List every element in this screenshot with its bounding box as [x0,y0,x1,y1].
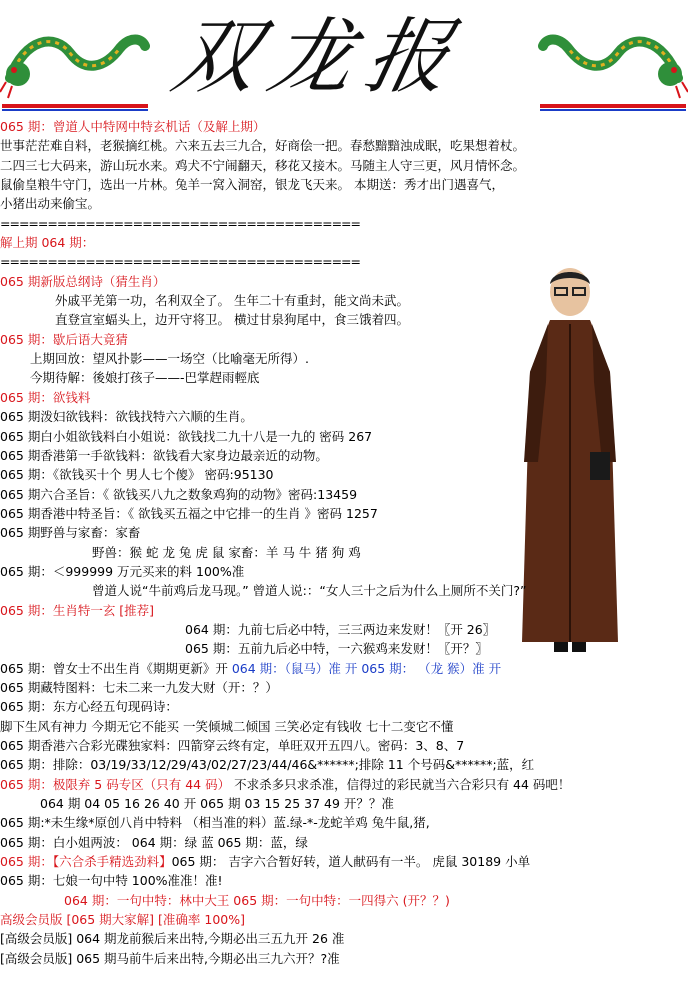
text-line [0,252,688,271]
text-line [0,136,688,155]
article-body [0,117,688,968]
text-line [0,523,688,542]
text-line [0,310,688,329]
text-line [0,465,688,484]
line-text: [高级会员版] 064 期龙前猴后来出特,今期必出三五九开 26 准 [0,931,345,947]
line-text: 065 期野兽与家畜：家畜 [0,525,141,541]
text-line [0,446,688,465]
line-text: 065 期藏特图料：七未二来一九发大财（开：？） [0,679,278,695]
text-line [0,427,688,446]
line-text: 064 期：一句中特：林中大王 065 期：一句中特：一四得六 (开？？) [64,892,450,908]
text-line [0,407,688,426]
line-text: ====================================== [0,254,360,270]
line-text: 今期待解：後娘打孩子——-巴掌趕雨輕底 [30,370,260,386]
line-text: 脚下生风有神力 今期无它不能买 一笑倾城二倾国 三笑必定有钱收 七十二变它不懂 [0,718,454,734]
text-line [0,368,688,387]
blue-highlight-text: 064 期：（鼠马）准 开 065 期： （龙 猴）准 开 [231,660,502,676]
line-text: 解上期 064 期： [0,235,95,251]
text-line [0,697,688,716]
line-text: 065 期：五前九后必中特，一六猴鸡来发财！〖开？〗 [185,641,488,657]
line-text: 065 期：＜999999 万元买来的料 100%准 [0,563,245,579]
text-line [0,620,688,639]
text-line [0,214,688,233]
text-line [0,581,688,600]
text-line [0,659,688,678]
line-text: 世事茫茫难自料，老猴摘红桃。六来五去三九合，好商侩一把。春愁黯黯浊成眠，吃果想着杖。 [0,138,526,154]
line-text: 上期回放：望风扑影——一场空（比喻毫无所得）. [30,351,309,367]
text-line [0,156,688,175]
text-line [0,562,688,581]
text-line [0,833,688,852]
line-text: 065 期：东方心经五句现码诗： [0,699,178,715]
line-text: 外戚平羌第一功，名利双全了。 生年二十有重封，能文尚未武。 [55,293,409,309]
line-text: 065 期：白小姐两波： 064 期：绿 蓝 065 期：蓝，绿 [0,834,308,850]
text-line [0,813,688,832]
text-line [0,388,688,407]
line-text: 065 期：七娘一句中特 100%准准！准! [0,873,223,889]
line-text: 065 期：欲钱料 [0,389,91,405]
text-line [0,175,688,194]
text-line [0,717,688,736]
masthead-title: 双龙报 [164,10,474,105]
text-line [0,504,688,523]
text-line [0,485,688,504]
text-line [0,852,688,871]
text-line [0,272,688,291]
line-text: 065 期泼妇欲钱料：欲钱找特六六顺的生肖。 [0,409,253,425]
text-line [0,117,688,136]
text-line [0,891,688,910]
text-line [0,736,688,755]
text-line [0,755,688,774]
line-text: 065 期： 吉字六合暂好转，道人献码有一半。 虎鼠 30189 小单 [171,854,531,870]
line-text: 065 期：排除：03/19/33/12/29/43/02/27/23/44/46&******;排除 11 个号码&******;蓝，红 [0,757,535,773]
highlight-text: 065 期：【六合杀手精选劲料】 [0,854,172,870]
line-text: 065 期：生肖特一玄 [推荐] [0,602,155,618]
line-text: 065 期六合圣旨：《 欲钱买八九之数象鸡狗的动物》密码:13459 [0,486,358,502]
text-line [0,349,688,368]
line-text: [高级会员版] 065 期马前牛后来出特,今期必出三九六开？?准 [0,950,340,966]
line-text: 065 期香港第一手欲钱料：欲钱看大家身边最亲近的动物。 [0,447,328,463]
line-text: 野兽：猴 蛇 龙 兔 虎 鼠 家畜：羊 马 牛 猪 狗 鸡 [92,544,361,560]
line-text: 065 期白小姐欲钱料白小姐说：欲钱找二九十八是一九的 密码 267 [0,428,373,444]
line-text: 065 期：曾道人中特网中特玄机话（及解上期） [0,119,266,134]
line-text: 065 期：《欲钱买十个 男人七个傻》 密码:95130 [0,467,274,483]
text-line [0,678,688,697]
text-line [0,194,688,213]
text-line [0,794,688,813]
dragon-left-icon [0,8,150,113]
text-line [0,775,688,794]
dragon-right-icon [538,8,688,113]
text-line [0,929,688,948]
text-line [0,639,688,658]
line-text: 065 期：曾女士不出生肖《期期更新》开 [0,660,232,676]
line-text: 064 期：九前七后必中特，三三两边来发财！〖开 26〗 [185,621,496,637]
line-text: 064 期 04 05 16 26 40 开 065 期 03 15 25 37 49 开？？准 [40,796,394,812]
text-line [0,601,688,620]
line-text: 直登宣室蝠头上，边开守将卫。 横过甘泉狗尾中，食三饿着四。 [55,312,409,328]
text-line [0,233,688,252]
line-text: 鼠偷皇粮牛守门，选出一片林。兔羊一窝入洞窑，银龙飞天来。 本期送：秀才出门遇喜气， [0,177,504,193]
line-text: 065 期:*未生缘*原创八肖中特料 （相当准的料）蓝.绿-*-龙蛇羊鸡 兔牛鼠,猪, [0,815,430,831]
line-text: 小猪出动来偷宝。 [0,196,101,212]
line-text: 高级会员版 [065 期大家解] [准确率 100%] [0,912,245,928]
line-text: 065 期香港六合彩光碟独家料：四箭穿云终有定，单旺双开五四八。密码：3、8、7 [0,738,465,753]
line-text: 二四三七大码来，游山玩水来。鸡犬不宁闹翻天，移花又接木。马随主人守三更，风月情怀念。 [0,157,526,173]
masthead-header [0,0,688,118]
text-line [0,871,688,890]
line-text: 065 期新版总纲诗（猜生肖） [0,273,166,289]
line-text: 065 期香港中特圣旨：《 欲钱买五福之中它排一的生肖 》密码 1257 [0,505,378,521]
text-line [0,543,688,562]
line-text: ====================================== [0,215,360,231]
text-line [0,291,688,310]
text-line [0,910,688,929]
text-line [0,330,688,349]
line-text: 曾道人说“牛前鸡后龙马现。” 曾道人说:：“女人三十之后为什么上厕所不关门?” [92,583,527,599]
line-text: 不求杀多只求杀准，信得过的彩民就当六合彩只有 44 码吧！ [230,776,571,792]
highlight-text: 065 期：极限弃 5 码专区（只有 44 码） [0,776,231,792]
line-text: 065 期：歇后语大竟猜 [0,331,128,347]
text-line [0,949,688,968]
